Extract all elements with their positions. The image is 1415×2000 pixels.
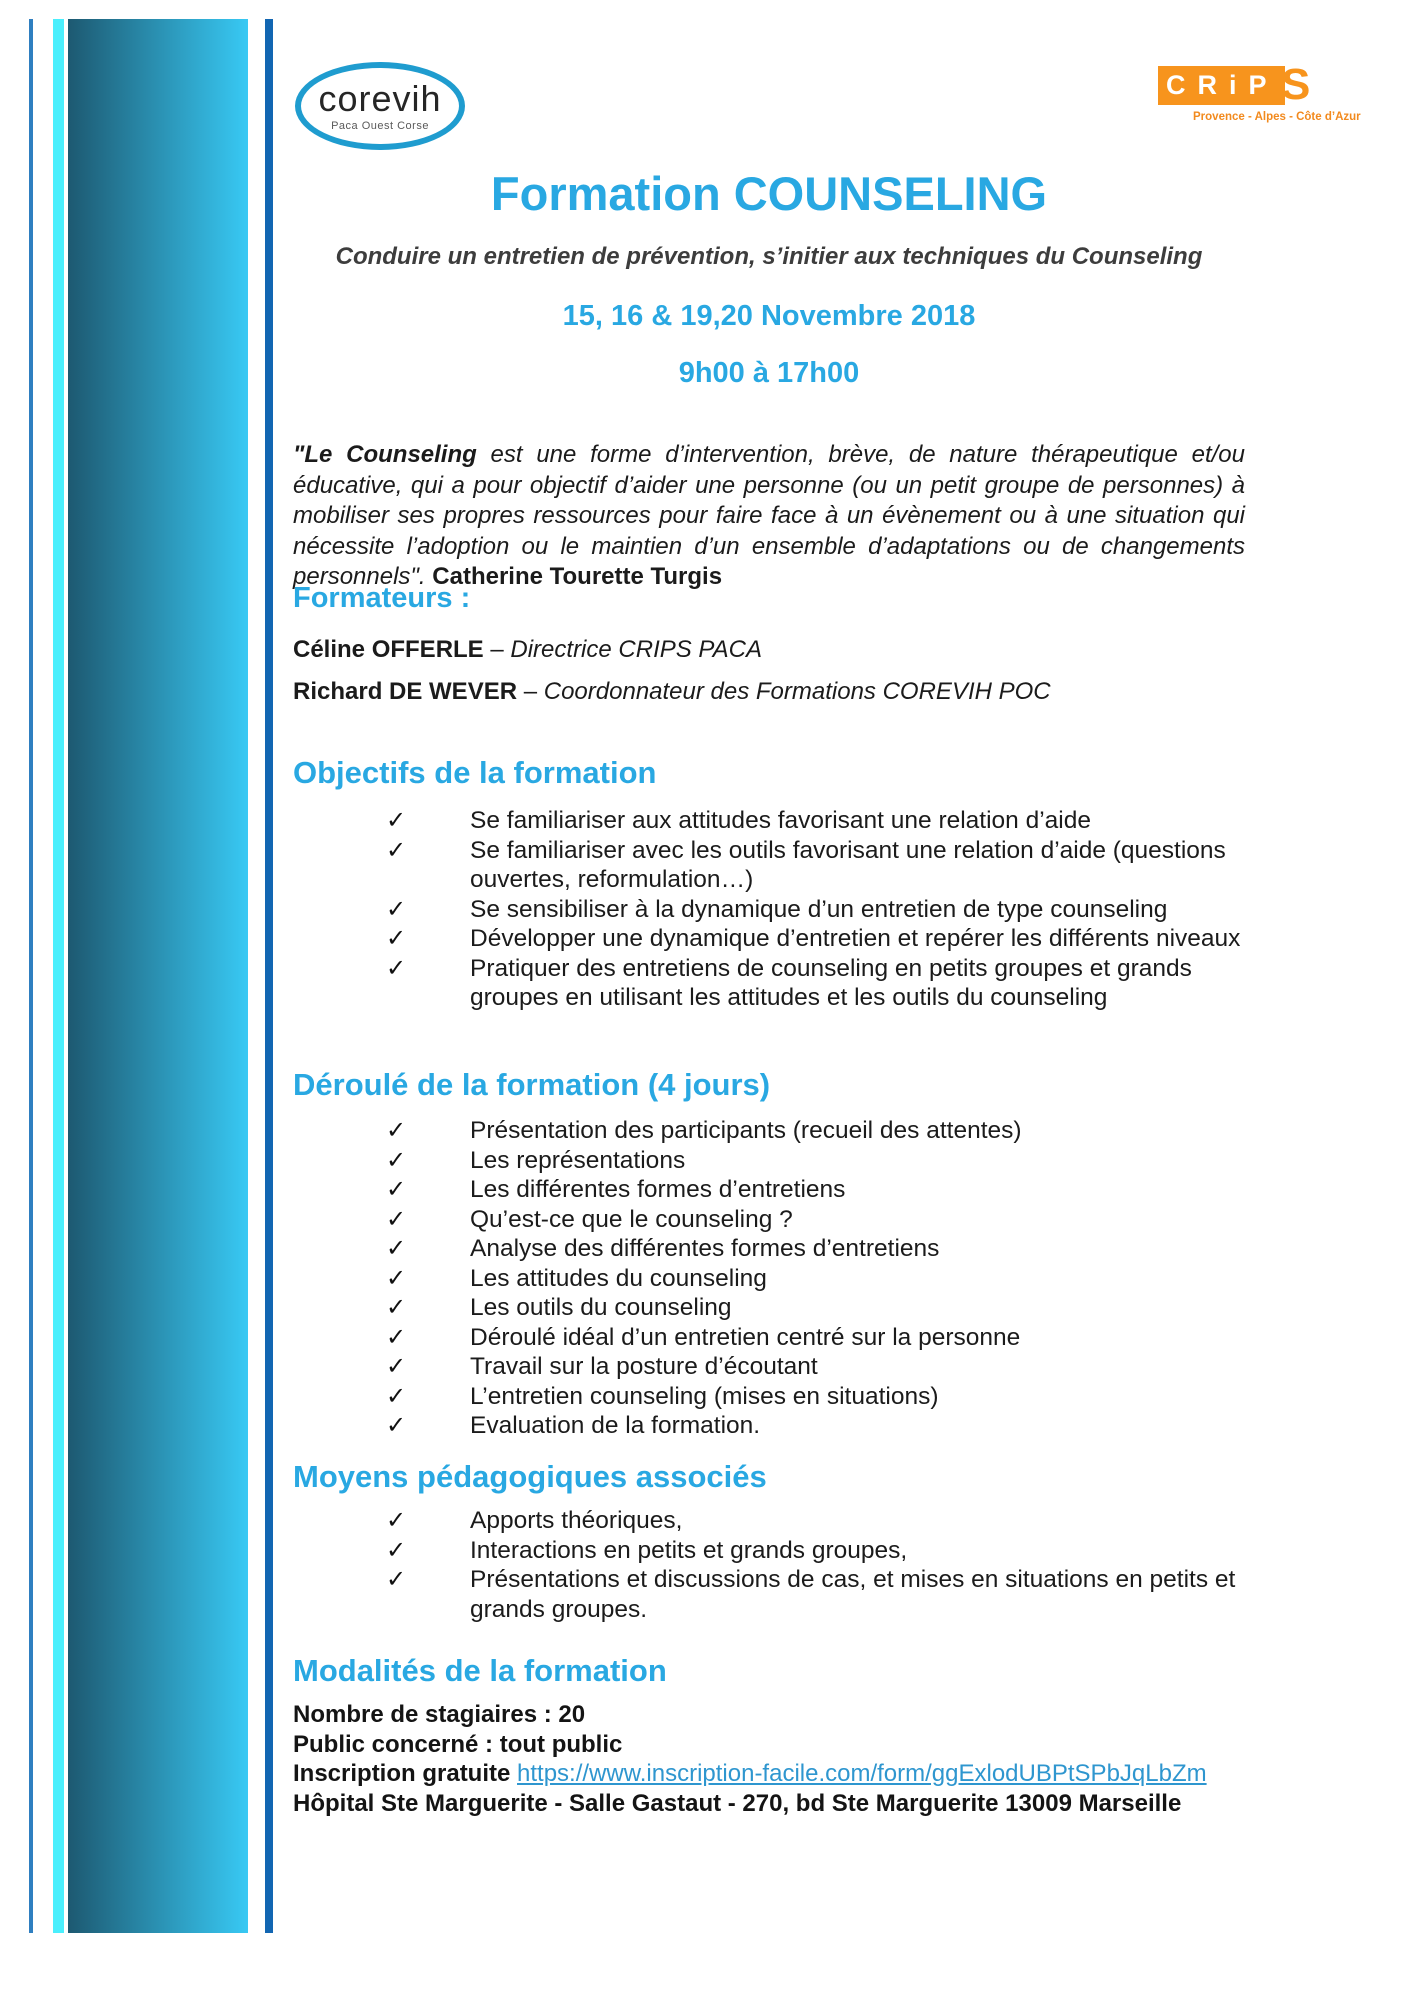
list-item	[293, 895, 1245, 925]
formateur-name: Richard DE WEVER	[293, 678, 518, 705]
left-cyan-bar	[53, 19, 64, 1933]
list-item	[293, 1536, 1245, 1566]
list-item	[293, 1234, 1245, 1264]
course-hours: 9h00 à 17h00	[678, 357, 860, 389]
crips-tagline: Provence - Alpes - Côte d’Azur	[1193, 111, 1361, 123]
page-subtitle: Conduire un entretien de prévention, s’initier aux techniques du Counseling	[335, 243, 1203, 270]
list-item-text: Evaluation de la formation.	[470, 1412, 761, 1439]
list-item-text: Les différentes formes d’entretiens	[470, 1176, 846, 1203]
heading-modalites: Modalités de la formation	[293, 1653, 667, 1688]
check-icon: ✓	[386, 1205, 407, 1233]
dash-separator: –	[523, 678, 538, 705]
list-item	[293, 806, 1245, 836]
check-icon: ✓	[386, 1176, 407, 1203]
inscription-link[interactable]: https://www.inscription-facile.com/form/ggExlodUBPtSPbJqLbZm	[517, 1760, 1207, 1787]
list-item-text: Se familiariser aux attitudes favorisant une relation d’aide	[470, 807, 1092, 834]
list-item	[293, 1116, 1245, 1146]
formateurs-list	[293, 638, 1245, 722]
deroule-list	[293, 1116, 1245, 1441]
formateur-name: Céline OFFERLE	[293, 636, 484, 663]
list-item	[293, 1175, 1245, 1205]
list-item	[293, 1293, 1245, 1323]
check-icon: ✓	[386, 1235, 407, 1262]
left-gradient-bar	[68, 19, 248, 1933]
moyens-list	[293, 1506, 1245, 1624]
check-icon: ✓	[386, 1264, 407, 1292]
check-icon: ✓	[386, 1146, 407, 1174]
list-item	[293, 954, 1245, 1013]
list-item-text: Qu’est-ce que le counseling ?	[470, 1205, 793, 1233]
list-item-text: Travail sur la posture d’écoutant	[470, 1353, 818, 1380]
heading-moyens: Moyens pédagogiques associés	[293, 1459, 767, 1494]
list-item	[293, 1205, 1245, 1235]
list-item	[293, 1382, 1245, 1412]
list-item	[293, 1352, 1245, 1382]
list-item-text: Apports théoriques,	[470, 1507, 683, 1534]
crips-logo	[1158, 60, 1378, 136]
quote-body: est une forme d’intervention, brève, de nature thérapeutique et/ou éducative, qui a pour objectif d’aider une personne (ou un petit groupe de personnes) à mobiliser ses propres ressources pour faire face à un évènement ou à une situation qui nécessite l’adoption ou le maintien d’un ensemble d’adaptations ou de changements personnels".	[293, 441, 1246, 590]
check-icon: ✓	[386, 1382, 407, 1410]
formateur-row	[293, 680, 1245, 704]
list-item	[293, 836, 1245, 895]
list-item-text: Présentations et discussions de cas, et mises en situations en petits et grands groupes.	[470, 1566, 1236, 1623]
check-icon: ✓	[386, 1536, 407, 1564]
check-icon: ✓	[386, 1353, 407, 1380]
inscription-label: Inscription gratuite	[293, 1760, 518, 1787]
address-line: Hôpital Ste Marguerite - Salle Gastaut - 270, bd Ste Marguerite 13009 Marseille	[293, 1789, 1182, 1817]
check-icon: ✓	[386, 836, 407, 864]
corevih-logo	[295, 62, 465, 150]
list-item-text: Les outils du counseling	[470, 1294, 732, 1321]
dash-separator: –	[490, 636, 504, 663]
quote-lead: "Le Counseling	[293, 441, 477, 468]
check-icon: ✓	[386, 807, 407, 834]
objectifs-list	[293, 806, 1245, 1013]
corevih-tagline: Paca Ouest Corse	[331, 119, 429, 132]
stagiaires-line: Nombre de stagiaires : 20	[293, 1701, 586, 1728]
list-item	[293, 1264, 1245, 1294]
formateur-role: Directrice CRIPS PACA	[510, 636, 762, 663]
formateur-row	[293, 638, 1245, 662]
crips-letter-s: S	[1281, 60, 1311, 109]
check-icon: ✓	[386, 954, 407, 982]
check-icon: ✓	[386, 1412, 407, 1439]
list-item-text: Analyse des différentes formes d’entretiens	[470, 1235, 940, 1262]
left-accent-line	[29, 19, 33, 1933]
heading-objectifs: Objectifs de la formation	[293, 755, 657, 790]
heading-formateurs: Formateurs :	[293, 582, 471, 614]
left-dark-blue-bar	[265, 19, 273, 1933]
list-item-text: Présentation des participants (recueil des attentes)	[470, 1117, 1022, 1144]
check-icon: ✓	[386, 1566, 407, 1593]
modalites-block	[293, 1700, 1245, 1818]
check-icon: ✓	[386, 895, 407, 923]
list-item-text: Interactions en petits et grands groupes,	[470, 1536, 908, 1564]
check-icon: ✓	[386, 1294, 407, 1321]
list-item-text: Se familiariser avec les outils favorisant une relation d’aide (questions ouvertes, reformulation…)	[470, 836, 1226, 893]
counseling-quote	[293, 440, 1245, 593]
formateur-role: Coordonnateur des Formations COREVIH POC	[543, 678, 1051, 705]
check-icon: ✓	[386, 1117, 407, 1144]
list-item	[293, 1323, 1245, 1353]
list-item-text: Développer une dynamique d’entretien et repérer les différents niveaux	[470, 925, 1241, 952]
list-item	[293, 1565, 1245, 1624]
list-item-text: Les attitudes du counseling	[470, 1264, 767, 1292]
list-item	[293, 1506, 1245, 1536]
list-item	[293, 1411, 1245, 1441]
public-line: Public concerné : tout public	[293, 1730, 623, 1758]
list-item-text: L’entretien counseling (mises en situations)	[470, 1382, 939, 1410]
check-icon: ✓	[386, 925, 407, 952]
list-item-text: Se sensibiliser à la dynamique d’un entretien de type counseling	[470, 895, 1168, 923]
course-dates: 15, 16 & 19,20 Novembre 2018	[562, 300, 976, 332]
crips-letters: CRiP	[1166, 70, 1279, 100]
corevih-wordmark: corevih	[318, 77, 442, 119]
check-icon: ✓	[386, 1507, 407, 1534]
list-item	[293, 924, 1245, 954]
check-icon: ✓	[386, 1323, 407, 1351]
quote-author: Catherine Tourette Turgis	[432, 563, 723, 590]
crips-logo-box	[1158, 66, 1285, 105]
page-title: Formation COUNSELING	[490, 167, 1048, 220]
list-item	[293, 1146, 1245, 1176]
list-item-text: Pratiquer des entretiens de counseling en petits groupes et grands groupes en utilisant les attitudes et les outils du counseling	[470, 954, 1192, 1011]
list-item-text: Les représentations	[470, 1146, 686, 1174]
heading-deroule: Déroulé de la formation (4 jours)	[293, 1067, 771, 1102]
inscription-line	[293, 1759, 1245, 1789]
list-item-text: Déroulé idéal d’un entretien centré sur la personne	[470, 1323, 1021, 1351]
